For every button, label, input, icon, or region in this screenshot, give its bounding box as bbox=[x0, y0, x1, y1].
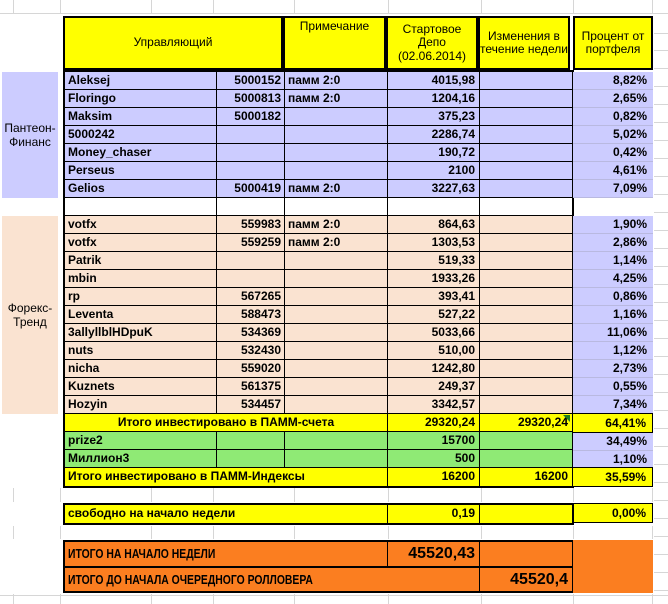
change-cell[interactable] bbox=[480, 252, 572, 270]
name-cell[interactable]: mbin bbox=[65, 270, 217, 288]
change-cell[interactable] bbox=[480, 270, 572, 288]
note-cell[interactable] bbox=[285, 324, 388, 342]
table-row bbox=[65, 90, 572, 108]
note-cell[interactable]: памм 2:0 bbox=[285, 72, 388, 90]
name-cell[interactable]: Leventa bbox=[65, 306, 217, 324]
grand-totals-box bbox=[63, 540, 574, 593]
depo-cell[interactable]: 527,22 bbox=[388, 306, 480, 324]
account-cell[interactable]: 559020 bbox=[217, 360, 285, 378]
depo-cell[interactable]: 249,37 bbox=[388, 378, 480, 396]
gridline bbox=[654, 140, 668, 141]
pct-cell[interactable]: 1,14% bbox=[573, 252, 653, 270]
pct-cell[interactable]: 8,82% bbox=[573, 72, 653, 90]
empty-cell[interactable] bbox=[388, 198, 480, 216]
account-cell[interactable] bbox=[217, 450, 285, 468]
account-cell[interactable]: 588473 bbox=[217, 306, 285, 324]
depo-cell[interactable]: 190,72 bbox=[388, 144, 480, 162]
free-funds-box bbox=[63, 503, 574, 525]
note-cell[interactable] bbox=[285, 306, 388, 324]
orange-extension-cell[interactable] bbox=[573, 540, 653, 593]
table-row bbox=[65, 288, 572, 306]
account-cell[interactable]: 532430 bbox=[217, 342, 285, 360]
account-cell[interactable] bbox=[217, 252, 285, 270]
change-cell[interactable] bbox=[480, 126, 572, 144]
gridline bbox=[652, 0, 653, 13]
empty-cell[interactable] bbox=[480, 198, 572, 216]
account-cell[interactable]: 5000152 bbox=[217, 72, 285, 90]
name-cell[interactable]: Maksim bbox=[65, 108, 217, 126]
gridline bbox=[573, 0, 574, 13]
gridline bbox=[213, 526, 214, 539]
pct-cell[interactable]: 1,16% bbox=[573, 306, 653, 324]
depo-cell[interactable]: 5033,66 bbox=[388, 324, 480, 342]
pct-cell[interactable]: 4,25% bbox=[573, 270, 653, 288]
gridline bbox=[213, 594, 214, 604]
note-cell[interactable]: памм 2:0 bbox=[285, 90, 388, 108]
gridline bbox=[213, 488, 214, 502]
table-row bbox=[65, 342, 572, 360]
name-cell[interactable]: votfx bbox=[65, 216, 217, 234]
name-cell[interactable]: votfx bbox=[65, 234, 217, 252]
gridline bbox=[151, 594, 152, 604]
account-cell[interactable]: 567265 bbox=[217, 288, 285, 306]
total-label-cell[interactable]: Итого инвестировано в ПАММ-счета bbox=[65, 414, 388, 432]
name-cell[interactable]: 5000242 bbox=[65, 126, 217, 144]
change-cell[interactable] bbox=[480, 162, 572, 180]
name-cell[interactable]: nicha bbox=[65, 360, 217, 378]
gridline bbox=[294, 488, 295, 502]
gridline bbox=[654, 122, 668, 123]
name-cell[interactable]: 3allyllblHDpuK bbox=[65, 324, 217, 342]
gridline bbox=[654, 68, 668, 69]
table-row bbox=[65, 108, 572, 126]
rollover-value-cell[interactable]: 45520,4 bbox=[510, 571, 568, 588]
depo-cell[interactable]: 29320,24 bbox=[388, 414, 480, 432]
pct-cell[interactable]: 7,09% bbox=[573, 180, 653, 198]
change-cell[interactable]: 29320,24 bbox=[480, 414, 572, 432]
rollover-label-cell[interactable]: ИТОГО ДО НАЧАЛА ОЧЕРЕДНОГО РОЛЛОВЕРА bbox=[65, 568, 480, 593]
table-row bbox=[65, 72, 572, 90]
header-portfolio-pct[interactable]: Процент от портфеля bbox=[573, 16, 653, 70]
gridline bbox=[654, 320, 668, 321]
gridline bbox=[654, 230, 668, 231]
gridline bbox=[654, 464, 668, 465]
note-cell[interactable] bbox=[285, 108, 388, 126]
pct-cell[interactable]: 11,06% bbox=[573, 324, 653, 342]
name-cell[interactable]: Kuznets bbox=[65, 378, 217, 396]
gridline bbox=[573, 488, 574, 502]
depo-cell[interactable]: 393,41 bbox=[388, 288, 480, 306]
change-cell[interactable] bbox=[480, 342, 572, 360]
gridline bbox=[654, 266, 668, 267]
gridline bbox=[573, 526, 574, 539]
gridline bbox=[654, 500, 668, 501]
week-start-total-row bbox=[65, 542, 572, 568]
account-cell[interactable]: 559259 bbox=[217, 234, 285, 252]
change-cell[interactable] bbox=[480, 288, 572, 306]
account-cell[interactable]: 5000813 bbox=[217, 90, 285, 108]
pct-cell[interactable]: 5,02% bbox=[573, 126, 653, 144]
depo-cell[interactable]: 864,63 bbox=[388, 216, 480, 234]
name-cell[interactable]: Patrik bbox=[65, 252, 217, 270]
note-cell[interactable]: памм 2:0 bbox=[285, 216, 388, 234]
note-cell[interactable]: памм 2:0 bbox=[285, 180, 388, 198]
change-cell[interactable] bbox=[480, 378, 572, 396]
change-cell[interactable] bbox=[480, 72, 572, 90]
table-row bbox=[65, 234, 572, 252]
gridline bbox=[654, 104, 668, 105]
table-row bbox=[65, 126, 572, 144]
gridline bbox=[481, 0, 482, 13]
gridline bbox=[151, 488, 152, 502]
gridline bbox=[652, 526, 653, 539]
gridline bbox=[388, 594, 389, 604]
account-cell[interactable]: 534457 bbox=[217, 396, 285, 414]
empty-cell[interactable] bbox=[217, 198, 285, 216]
table-row bbox=[65, 270, 572, 288]
account-cell[interactable] bbox=[217, 144, 285, 162]
week-start-value-cell[interactable]: 45520,43 bbox=[388, 542, 480, 568]
index-row bbox=[65, 432, 572, 450]
gridline bbox=[294, 0, 295, 13]
gridline bbox=[60, 594, 61, 604]
pct-cell[interactable]: 34,49% bbox=[573, 433, 653, 451]
gridline bbox=[654, 176, 668, 177]
gridline bbox=[654, 536, 668, 537]
pct-cell[interactable]: 0,82% bbox=[573, 108, 653, 126]
gridline bbox=[654, 338, 668, 339]
gridline bbox=[294, 526, 295, 539]
gridline bbox=[654, 392, 668, 393]
change-cell[interactable] bbox=[480, 306, 572, 324]
gridline bbox=[13, 526, 14, 539]
gridline bbox=[652, 594, 653, 604]
change-cell[interactable] bbox=[480, 180, 572, 198]
section-label-forex[interactable]: Форекс-Тренд bbox=[2, 216, 58, 414]
depo-cell[interactable]: 0,19 bbox=[388, 505, 480, 523]
gridline bbox=[654, 158, 668, 159]
table-row bbox=[65, 324, 572, 342]
gridline bbox=[654, 284, 668, 285]
depo-cell[interactable]: 510,00 bbox=[388, 342, 480, 360]
change-cell[interactable] bbox=[480, 360, 572, 378]
change-cell[interactable] bbox=[480, 234, 572, 252]
change-cell[interactable] bbox=[480, 450, 572, 468]
gridline bbox=[481, 594, 482, 604]
account-cell[interactable]: 5000419 bbox=[217, 180, 285, 198]
gridline bbox=[0, 595, 668, 596]
account-cell[interactable] bbox=[217, 162, 285, 180]
account-cell[interactable]: 534369 bbox=[217, 324, 285, 342]
depo-cell[interactable]: 3227,63 bbox=[388, 180, 480, 198]
name-cell[interactable]: Миллион3 bbox=[65, 450, 217, 468]
name-cell[interactable]: Gelios bbox=[65, 180, 217, 198]
change-cell[interactable] bbox=[480, 505, 572, 523]
note-cell[interactable] bbox=[285, 360, 388, 378]
empty-cell[interactable] bbox=[480, 542, 572, 568]
main-table bbox=[63, 70, 574, 488]
gridline bbox=[654, 86, 668, 87]
change-cell[interactable] bbox=[480, 432, 572, 450]
pct-cell[interactable]: 4,61% bbox=[573, 162, 653, 180]
gridline bbox=[654, 518, 668, 519]
depo-cell[interactable]: 375,23 bbox=[388, 108, 480, 126]
table-row bbox=[65, 306, 572, 324]
pct-cell[interactable]: 7,34% bbox=[573, 396, 653, 414]
gridline bbox=[60, 488, 61, 502]
account-cell[interactable] bbox=[217, 126, 285, 144]
name-cell[interactable]: rp bbox=[65, 288, 217, 306]
cell-error-indicator-icon bbox=[563, 415, 570, 422]
note-cell[interactable] bbox=[285, 162, 388, 180]
week-start-label-cell[interactable]: ИТОГО НА НАЧАЛО НЕДЕЛИ bbox=[65, 542, 388, 568]
gridline bbox=[0, 13, 668, 14]
pct-cell[interactable]: 1,90% bbox=[573, 216, 653, 234]
gridline bbox=[654, 248, 668, 249]
depo-cell[interactable]: 1933,26 bbox=[388, 270, 480, 288]
gridline bbox=[654, 482, 668, 483]
depo-cell[interactable]: 2286,74 bbox=[388, 126, 480, 144]
gridline bbox=[13, 0, 14, 13]
gridline bbox=[573, 594, 574, 604]
empty-row bbox=[65, 198, 572, 216]
name-cell[interactable]: Money_chaser bbox=[65, 144, 217, 162]
total-label-cell[interactable]: Итого инвестировано в ПАММ-Индексы bbox=[65, 468, 388, 486]
note-cell[interactable] bbox=[285, 378, 388, 396]
gridline bbox=[654, 410, 668, 411]
gridline bbox=[151, 526, 152, 539]
name-cell[interactable]: Hozyin bbox=[65, 396, 217, 414]
note-cell[interactable] bbox=[285, 252, 388, 270]
name-cell[interactable]: Floringo bbox=[65, 90, 217, 108]
note-cell[interactable] bbox=[285, 432, 388, 450]
pct-free-cell[interactable]: 0,00% bbox=[572, 503, 653, 523]
account-cell[interactable]: 561375 bbox=[217, 378, 285, 396]
table-row bbox=[65, 216, 572, 234]
name-cell[interactable]: Aleksej bbox=[65, 72, 217, 90]
header-manager[interactable]: Управляющий bbox=[63, 16, 283, 70]
account-cell[interactable] bbox=[217, 432, 285, 450]
header-start-depo[interactable]: Стартовое Депо (02.06.2014) bbox=[386, 16, 478, 70]
gridline bbox=[654, 356, 668, 357]
header-week-change[interactable]: Изменения в течение недели bbox=[478, 16, 570, 70]
table-row bbox=[65, 252, 572, 270]
gridline bbox=[13, 488, 14, 502]
gridline bbox=[213, 0, 214, 13]
change-cell[interactable] bbox=[480, 396, 572, 414]
note-cell[interactable] bbox=[285, 270, 388, 288]
change-cell[interactable]: 16200 bbox=[534, 469, 568, 483]
gridline bbox=[294, 594, 295, 604]
change-cell[interactable] bbox=[480, 324, 572, 342]
total-pamm-accounts-row bbox=[65, 414, 572, 432]
depo-cell[interactable]: 3342,57 bbox=[388, 396, 480, 414]
note-cell[interactable] bbox=[285, 288, 388, 306]
pct-cell[interactable]: 0,55% bbox=[573, 378, 653, 396]
section-label-panteon[interactable]: Пантеон-Финанс bbox=[2, 72, 58, 198]
pct-cell[interactable]: 2,73% bbox=[573, 360, 653, 378]
depo-cell[interactable]: 519,33 bbox=[388, 252, 480, 270]
pct-cell[interactable]: 0,86% bbox=[573, 288, 653, 306]
gridline bbox=[654, 50, 668, 51]
name-cell[interactable]: Perseus bbox=[65, 162, 217, 180]
gridline bbox=[654, 590, 668, 591]
change-cell[interactable] bbox=[480, 90, 572, 108]
gridline bbox=[388, 0, 389, 13]
gridline bbox=[654, 554, 668, 555]
depo-cell[interactable]: 1204,16 bbox=[388, 90, 480, 108]
change-cell[interactable] bbox=[480, 144, 572, 162]
total-pamm-indexes-row bbox=[65, 468, 572, 486]
gridline bbox=[13, 594, 14, 604]
gridline bbox=[652, 488, 653, 502]
gridline bbox=[481, 526, 482, 539]
header-note[interactable]: Примечание bbox=[283, 16, 386, 70]
gridline bbox=[60, 0, 61, 13]
pct-cell[interactable]: 2,65% bbox=[573, 90, 653, 108]
note-cell[interactable]: памм 2:0 bbox=[285, 234, 388, 252]
free-label-cell[interactable]: свободно на начало недели bbox=[65, 505, 388, 523]
depo-cell[interactable]: 1242,80 bbox=[388, 360, 480, 378]
depo-cell[interactable]: 2100 bbox=[388, 162, 480, 180]
pct-cell[interactable]: 1,10% bbox=[573, 451, 653, 469]
table-row bbox=[65, 180, 572, 198]
account-cell[interactable]: 559983 bbox=[217, 216, 285, 234]
gridline bbox=[151, 0, 152, 13]
name-cell[interactable]: prize2 bbox=[65, 432, 217, 450]
account-cell[interactable]: 5000182 bbox=[217, 108, 285, 126]
depo-cell[interactable]: 15700 bbox=[388, 432, 480, 450]
gridline bbox=[388, 488, 389, 502]
gridline bbox=[654, 572, 668, 573]
note-cell[interactable] bbox=[285, 126, 388, 144]
note-cell[interactable] bbox=[285, 144, 388, 162]
table-row bbox=[65, 144, 572, 162]
change-cell[interactable] bbox=[480, 108, 572, 126]
gridline bbox=[654, 302, 668, 303]
rollover-total-row bbox=[65, 568, 572, 593]
account-cell[interactable] bbox=[217, 270, 285, 288]
pct-cell[interactable]: 2,86% bbox=[573, 234, 653, 252]
depo-cell[interactable]: 500 bbox=[388, 450, 480, 468]
change-cell[interactable] bbox=[480, 216, 572, 234]
note-cell[interactable] bbox=[285, 396, 388, 414]
note-cell[interactable] bbox=[285, 450, 388, 468]
gridline bbox=[388, 526, 389, 539]
gridline bbox=[654, 446, 668, 447]
index-row bbox=[65, 450, 572, 468]
pct-cell[interactable]: 1,12% bbox=[573, 342, 653, 360]
name-cell[interactable]: nuts bbox=[65, 342, 217, 360]
depo-cell[interactable]: 4015,98 bbox=[388, 72, 480, 90]
pct-cell[interactable]: 0,42% bbox=[573, 144, 653, 162]
gridline bbox=[654, 212, 668, 213]
table-row bbox=[65, 360, 572, 378]
depo-cell[interactable]: 1303,53 bbox=[388, 234, 480, 252]
gridline bbox=[654, 33, 668, 34]
pct-total-accounts-cell[interactable]: 64,41% bbox=[572, 413, 653, 433]
gridline bbox=[60, 526, 61, 539]
gridline bbox=[654, 428, 668, 429]
gridline bbox=[654, 374, 668, 375]
empty-cell[interactable] bbox=[285, 198, 388, 216]
table-row bbox=[65, 378, 572, 396]
gridline bbox=[654, 194, 668, 195]
note-cell[interactable] bbox=[285, 342, 388, 360]
table-row bbox=[65, 396, 572, 414]
table-row bbox=[65, 162, 572, 180]
free-funds-row bbox=[65, 505, 572, 523]
empty-cell[interactable] bbox=[65, 198, 217, 216]
pct-total-indexes-cell[interactable]: 35,59% bbox=[572, 467, 653, 487]
gridline bbox=[481, 488, 482, 502]
depo-cell[interactable]: 16200 bbox=[388, 468, 480, 486]
